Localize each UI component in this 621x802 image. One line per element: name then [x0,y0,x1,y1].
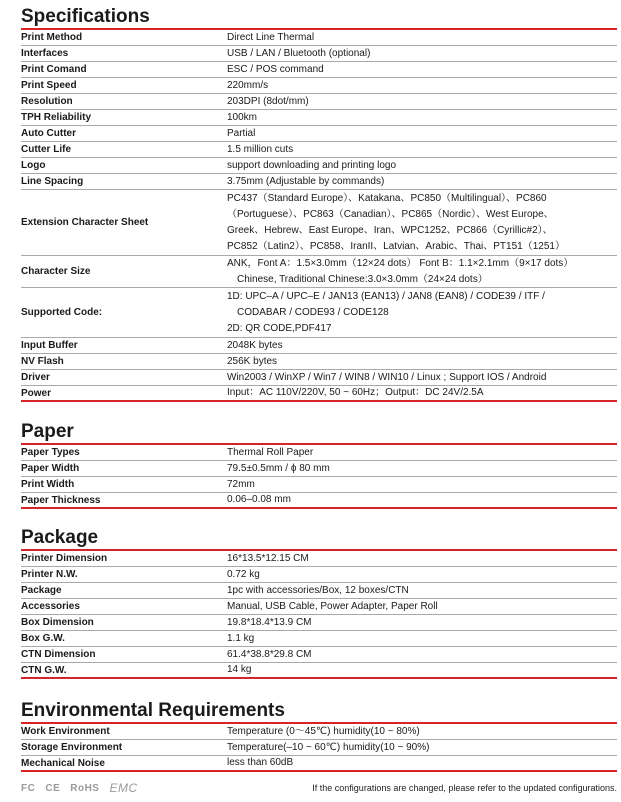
table-row [21,477,617,493]
row-value: 1.1 kg [227,632,255,644]
table-row [21,551,617,567]
environment-table [21,724,617,772]
paper-table [21,445,617,509]
table-row [21,174,617,190]
row-key: TPH Reliability [21,112,92,123]
row-key: Work Environment [21,726,110,737]
row-value: Partial [227,127,256,139]
row-key: Print Method [21,32,83,43]
row-value: 1pc with accessories/Box, 12 boxes/CTN [227,584,409,596]
row-value: 0.06–0.08 mm [227,494,291,505]
row-value: 3.75mm (Adjustable by commands) [227,175,385,187]
specifications-section [21,6,617,402]
table-row [21,158,617,174]
row-key: Cutter Life [21,144,71,155]
section-title: Specifications [21,6,617,30]
row-value: ANK，Font A：1.5×3.0mm（12×24 dots） Font B：1.1×2.1mm（9×17 dots） Chinese, Traditional Chinese:3.0×3.0mm（24×24 dots） [227,257,574,285]
row-value: Temperature (0～45℃) humidity(10 ~ 80%) [227,725,420,737]
row-value: support downloading and printing logo [227,159,397,171]
table-row [21,370,617,386]
row-key: Print Width [21,479,75,490]
row-key: Paper Width [21,463,80,474]
row-value: 16*13.5*12.15 CM [227,552,309,564]
table-row [21,126,617,142]
row-key: Storage Environment [21,742,123,753]
table-row [21,354,617,370]
table-row [21,94,617,110]
row-value: 79.5±0.5mm / ϕ 80 mm [227,462,330,474]
table-row [21,78,617,94]
table-row [21,631,617,647]
certification-logos [21,781,138,795]
spec-table [21,30,617,402]
row-key: Power [21,387,52,399]
table-row [21,663,617,679]
table-row [21,30,617,46]
row-key: Mechanical Noise [21,757,105,769]
row-key: Line Spacing [21,176,84,187]
row-key: Input Buffer [21,340,78,351]
row-key: Paper Thickness [21,494,101,506]
rohs-logo-icon: RoHS [70,782,100,794]
table-row [21,338,617,354]
table-row [21,256,617,288]
row-value: 1D: UPC–A / UPC–E / JAN13 (EAN13) / JAN8 (EAN8) / CODE39 / ITF / CODABAR / CODE93 / CODE128 2D: QR CODE,PDF417 [227,290,545,334]
row-value: Input：AC 110V/220V, 50 ~ 60Hz；Output：DC 24V/2.5A [227,387,484,398]
table-row [21,599,617,615]
row-value: 203DPI (8dot/mm) [227,95,309,107]
table-row [21,62,617,78]
row-value: USB / LAN / Bluetooth (optional) [227,47,371,59]
row-key: Supported Code: [21,307,103,318]
row-key: Box G.W. [21,633,65,644]
row-value: 0.72 kg [227,568,260,580]
row-key: CTN G.W. [21,664,67,676]
row-value: Temperature(–10 ~ 60℃) humidity(10 ~ 90%) [227,741,430,753]
fcc-logo-icon: FC [21,782,36,794]
row-value: less than 60dB [227,757,294,768]
table-row [21,567,617,583]
environment-section [21,700,617,772]
row-value: ESC / POS command [227,63,324,75]
row-key: Box Dimension [21,617,94,628]
table-row [21,461,617,477]
row-key: Extension Character Sheet [21,217,149,228]
section-title: Package [21,527,617,551]
row-key: Printer N.W. [21,569,78,580]
table-row [21,386,617,402]
row-key: Print Comand [21,64,87,75]
row-key: Interfaces [21,48,69,59]
table-row [21,724,617,740]
table-row [21,583,617,599]
table-row [21,288,617,338]
table-row [21,445,617,461]
section-title: Environmental Requirements [21,700,617,724]
table-row [21,493,617,509]
paper-section [21,421,617,509]
footer [21,781,617,795]
table-row [21,647,617,663]
row-key: Printer Dimension [21,553,108,564]
row-key: Resolution [21,96,73,107]
row-value: 72mm [227,478,255,490]
row-key: Auto Cutter [21,128,76,139]
table-row [21,142,617,158]
emc-logo-icon: EMC [109,781,138,795]
table-row [21,110,617,126]
row-key: Print Speed [21,80,77,91]
row-key: Character Size [21,266,91,277]
table-row [21,756,617,772]
row-value: 14 kg [227,664,252,675]
row-key: Driver [21,372,50,383]
row-value: 256K bytes [227,355,278,367]
row-key: Paper Types [21,447,80,458]
row-key: CTN Dimension [21,649,96,660]
row-value: 220mm/s [227,79,269,91]
section-title: Paper [21,421,617,445]
ce-logo-icon: CE [45,782,61,794]
row-value: PC437（Standard Europe）、Katakana、PC850（Multilingual）、PC860 （Portuguese）、PC863（Canadian）、PC865（Nordic）、West Europe、 Greek、Hebrew、East Europe、Iran、WPC1252、PC866（Cyrillic#2）、 PC852（Latin2）、PC858、IranII、Latvian、Arabic、Thai、PT151（1251） [227,192,565,252]
table-row [21,740,617,756]
footer-note: If the configurations are changed, please refer to the updated configurations. [312,783,617,793]
row-value: Direct Line Thermal [227,31,315,43]
row-value: 19.8*18.4*13.9 CM [227,616,312,628]
row-key: Package [21,585,62,596]
table-row [21,46,617,62]
table-row [21,615,617,631]
row-key: Accessories [21,601,80,612]
row-value: Thermal Roll Paper [227,446,314,458]
row-value: 100km [227,111,258,123]
row-value: Win2003 / WinXP / Win7 / WIN8 / WIN10 / Linux ; Support IOS / Android [227,371,547,383]
row-value: 2048K bytes [227,339,283,351]
row-value: 1.5 million cuts [227,143,294,155]
table-row [21,190,617,256]
package-table [21,551,617,679]
row-key: Logo [21,160,46,171]
row-value: Manual, USB Cable, Power Adapter, Paper Roll [227,600,438,612]
row-key: NV Flash [21,356,64,367]
row-value: 61.4*38.8*29.8 CM [227,648,312,660]
package-section [21,527,617,679]
